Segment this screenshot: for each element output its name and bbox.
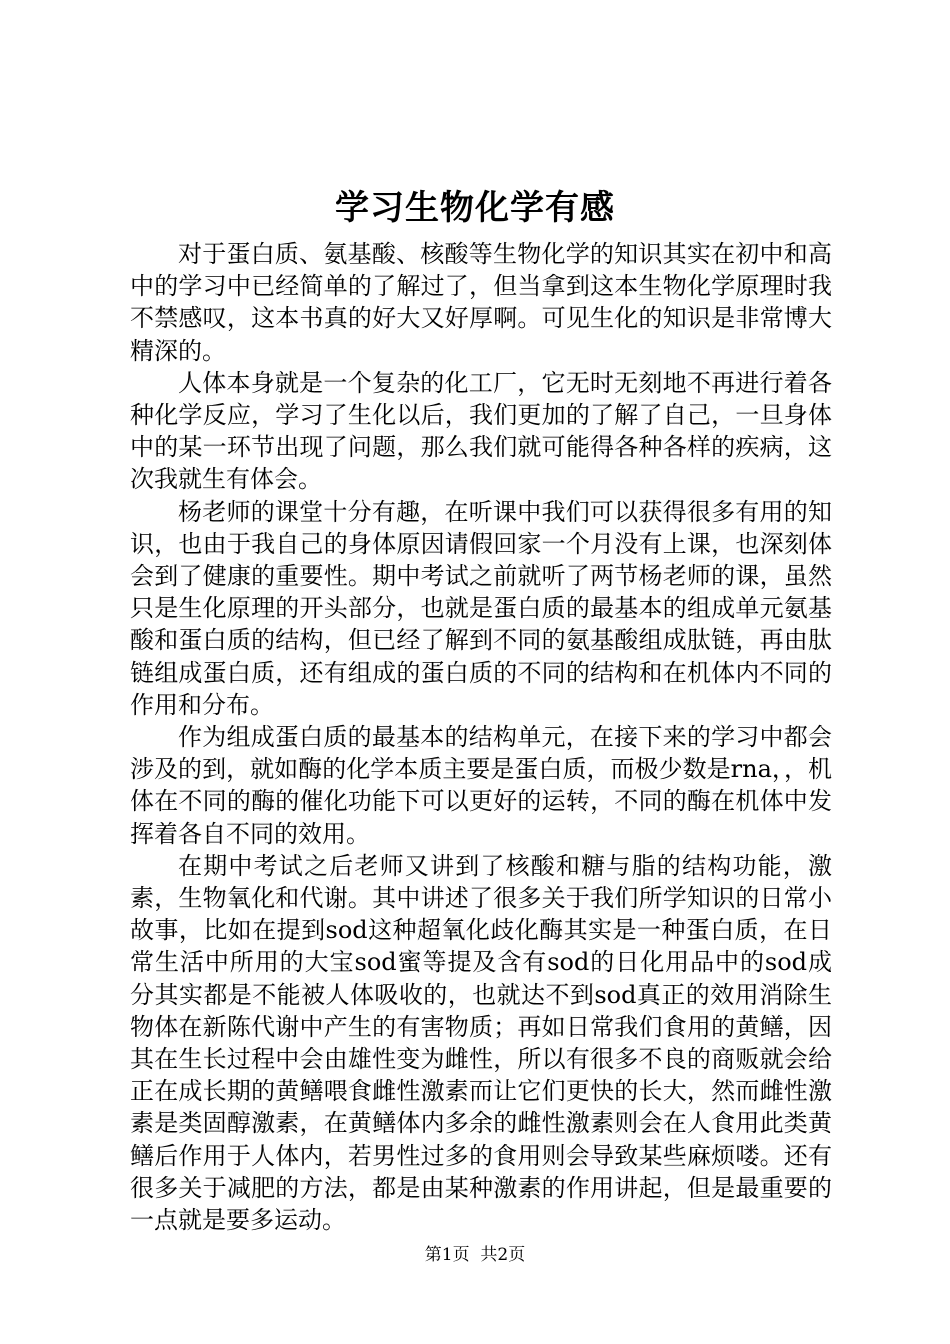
page-number: 第1页 xyxy=(424,1245,470,1265)
paragraph-3: 杨老师的课堂十分有趣，在听课中我们可以获得很多有用的知识，也由于我自己的身体原因请假回家一个月没有上课，也深刻体会到了健康的重要性。期中考试之前就听了两节杨老师的课，虽然只是生化原理的开头部分，也就是蛋白质的最基本的组成单元氨基酸和蛋白质的结构，但已经了解到不同的氨基酸组成肽链，再由肽链组成蛋白质，还有组成的蛋白质的不同的结构和在机体内不同的作用和分布。 xyxy=(130,497,832,719)
document-body xyxy=(130,238,832,1236)
paragraph-1: 对于蛋白质、氨基酸、核酸等生物化学的知识其实在初中和高中的学习中已经简单的了解过了，但当拿到这本生物化学原理时我不禁感叹，这本书真的好大又好厚啊。可见生化的知识是非常博大精深的。 xyxy=(130,240,832,365)
page-footer xyxy=(0,1243,950,1267)
paragraph-2: 人体本身就是一个复杂的化工厂，它无时无刻地不再进行着各种化学反应，学习了生化以后，我们更加的了解了自己，一旦身体中的某一环节出现了问题，那么我们就可能得各种各样的疾病，这次我就生有体会。 xyxy=(130,368,832,494)
paragraph-5: 在期中考试之后老师又讲到了核酸和糖与脂的结构功能，激素，生物氧化和代谢。其中讲述了很多关于我们所学知识的日常小故事，比如在提到sod这种超氧化歧化酶其实是一种蛋白质，在日常生活中所用的大宝sod蜜等提及含有sod的日化用品中的sod成分其实都是不能被人体吸收的，也就达不到sod真正的效用消除生物体在新陈代谢中产生的有害物质；再如日常我们食用的黄鳝，因其在生长过程中会由雄性变为雌性，所以有很多不良的商贩就会给正在成长期的黄鳝喂食雌性激素而让它们更快的长大，然而雌性激素是类固醇激素，在黄鳝体内多余的雌性激素则会在人食用此类黄鳝后作用于人体内，若男性过多的食用则会导致某些麻烦喽。还有很多关于减肥的方法，都是由某种激素的作用讲起，但是最重要的一点就是要多运动。 xyxy=(130,851,832,1235)
page-title: 学习生物化学有感 xyxy=(335,188,615,228)
page-total: 共2页 xyxy=(480,1245,526,1265)
paragraph-4: 作为组成蛋白质的最基本的结构单元，在接下来的学习中都会涉及的到，就如酶的化学本质主要是蛋白质，而极少数是rna，，机体在不同的酶的催化功能下可以更好的运转，不同的酶在机体中发挥着各自不同的效用。 xyxy=(130,723,832,848)
